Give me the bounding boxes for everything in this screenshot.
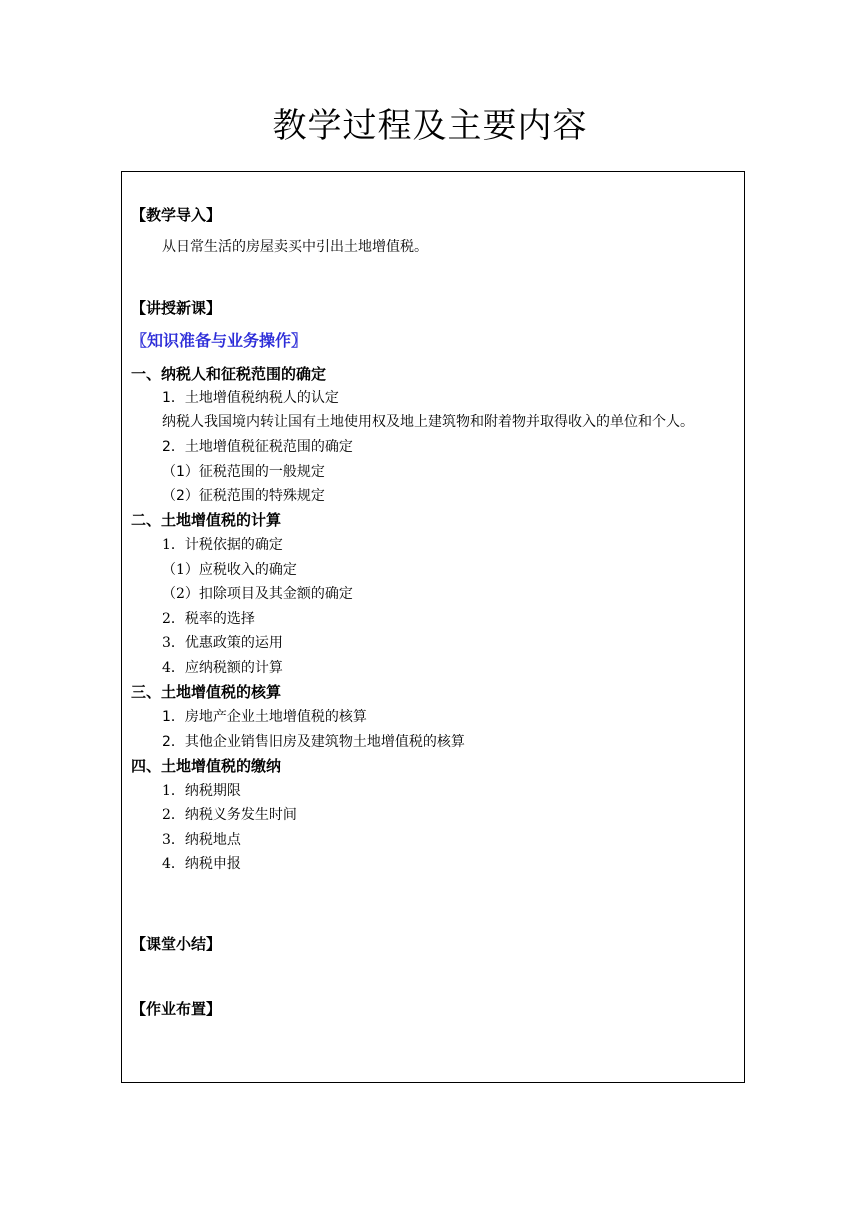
section-4-item-4: 4．纳税申报 xyxy=(162,856,241,872)
new-lesson-heading: 【讲授新课】 xyxy=(131,299,222,317)
section-2-item-2: 2．税率的选择 xyxy=(162,611,255,627)
section-4-heading: 四、土地增值税的缴纳 xyxy=(131,757,282,775)
intro-text: 从日常生活的房屋卖买中引出土地增值税。 xyxy=(162,239,428,255)
section-1-heading: 一、纳税人和征税范围的确定 xyxy=(131,365,327,383)
section-4-item-2: 2．纳税义务发生时间 xyxy=(162,807,297,823)
intro-heading: 【教学导入】 xyxy=(131,206,222,224)
section-2-item-3: 3．优惠政策的运用 xyxy=(162,635,283,651)
section-4-item-1: 1．纳税期限 xyxy=(162,783,241,799)
summary-heading: 【课堂小结】 xyxy=(131,935,222,953)
section-2-item-1-2: （2）扣除项目及其金额的确定 xyxy=(162,586,353,602)
page-title: 教学过程及主要内容 xyxy=(272,106,588,146)
section-1-item-2: 2．土地增值税征税范围的确定 xyxy=(162,439,353,455)
section-2-item-4: 4．应纳税额的计算 xyxy=(162,660,283,676)
section-2-heading: 二、土地增值税的计算 xyxy=(131,511,282,529)
section-1-item-1: 1．土地增值税纳税人的认定 xyxy=(162,390,339,406)
section-4-item-3: 3．纳税地点 xyxy=(162,832,241,848)
section-2-item-1: 1．计税依据的确定 xyxy=(162,537,283,553)
section-3-heading: 三、土地增值税的核算 xyxy=(131,683,282,701)
knowledge-heading: 〖知识准备与业务操作〗 xyxy=(131,331,308,350)
section-3-item-2: 2．其他企业销售旧房及建筑物土地增值税的核算 xyxy=(162,734,465,750)
section-2-item-1-1: （1）应税收入的确定 xyxy=(162,562,297,578)
section-1-item-2-2: （2）征税范围的特殊规定 xyxy=(162,488,325,504)
section-1-item-2-1: （1）征税范围的一般规定 xyxy=(162,464,325,480)
section-3-item-1: 1．房地产企业土地增值税的核算 xyxy=(162,709,367,725)
section-1-item-1-text: 纳税人我国境内转让国有土地使用权及地上建筑物和附着物并取得收入的单位和个人。 xyxy=(162,414,694,430)
homework-heading: 【作业布置】 xyxy=(131,1000,222,1018)
